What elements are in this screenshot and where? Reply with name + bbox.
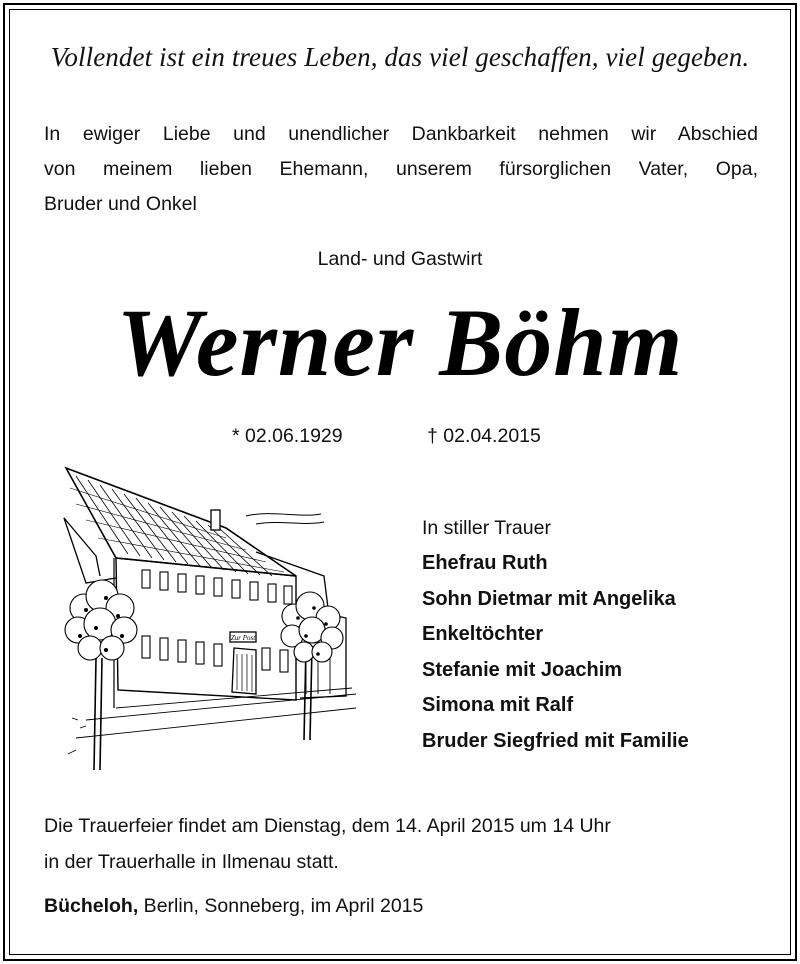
death-date: † 02.04.2015 <box>427 425 541 447</box>
birth-date: * 02.06.1929 <box>232 425 343 447</box>
inn-building-sketch-icon <box>56 458 356 778</box>
places-rest: Berlin, Sonneberg, im April 2015 <box>138 895 424 917</box>
occupation: Land- und Gastwirt <box>317 248 483 270</box>
intro-line: von meinem lieben Ehemann, unserem fürsorglichen Vater, Opa, <box>44 158 758 180</box>
mourner-item: Ehefrau Ruth <box>422 552 548 574</box>
service-line: in der Trauerhalle in Ilmenau statt. <box>44 851 339 873</box>
mourner-item: Enkeltöchter <box>422 623 544 645</box>
mourners-heading: In stiller Trauer <box>422 517 551 539</box>
intro-line: Bruder und Onkel <box>44 193 197 215</box>
funeral-service-info <box>44 808 764 880</box>
mourner-item: Sohn Dietmar mit Angelika <box>422 587 676 610</box>
places-date-line <box>44 895 423 918</box>
motto: Vollendet ist ein treues Leben, das viel geschaffen, viel gegeben. <box>50 42 750 72</box>
mourner-item: Bruder Siegfried mit Familie <box>422 729 689 752</box>
mourner-item: Simona mit Ralf <box>422 694 574 716</box>
intro-line: In ewiger Liebe und unendlicher Dankbarkeit nehmen wir Abschied <box>44 123 758 145</box>
intro-text <box>44 117 758 222</box>
place-primary: Bücheloh, <box>44 895 139 917</box>
deceased-name: Werner Böhm <box>116 289 684 396</box>
mourner-item: Stefanie mit Joachim <box>422 658 623 681</box>
service-line: Die Trauerfeier findet am Dienstag, dem 14. April 2015 um 14 Uhr <box>44 815 611 837</box>
inn-sign: Zur Post <box>230 634 256 642</box>
mourners-list <box>422 510 689 759</box>
